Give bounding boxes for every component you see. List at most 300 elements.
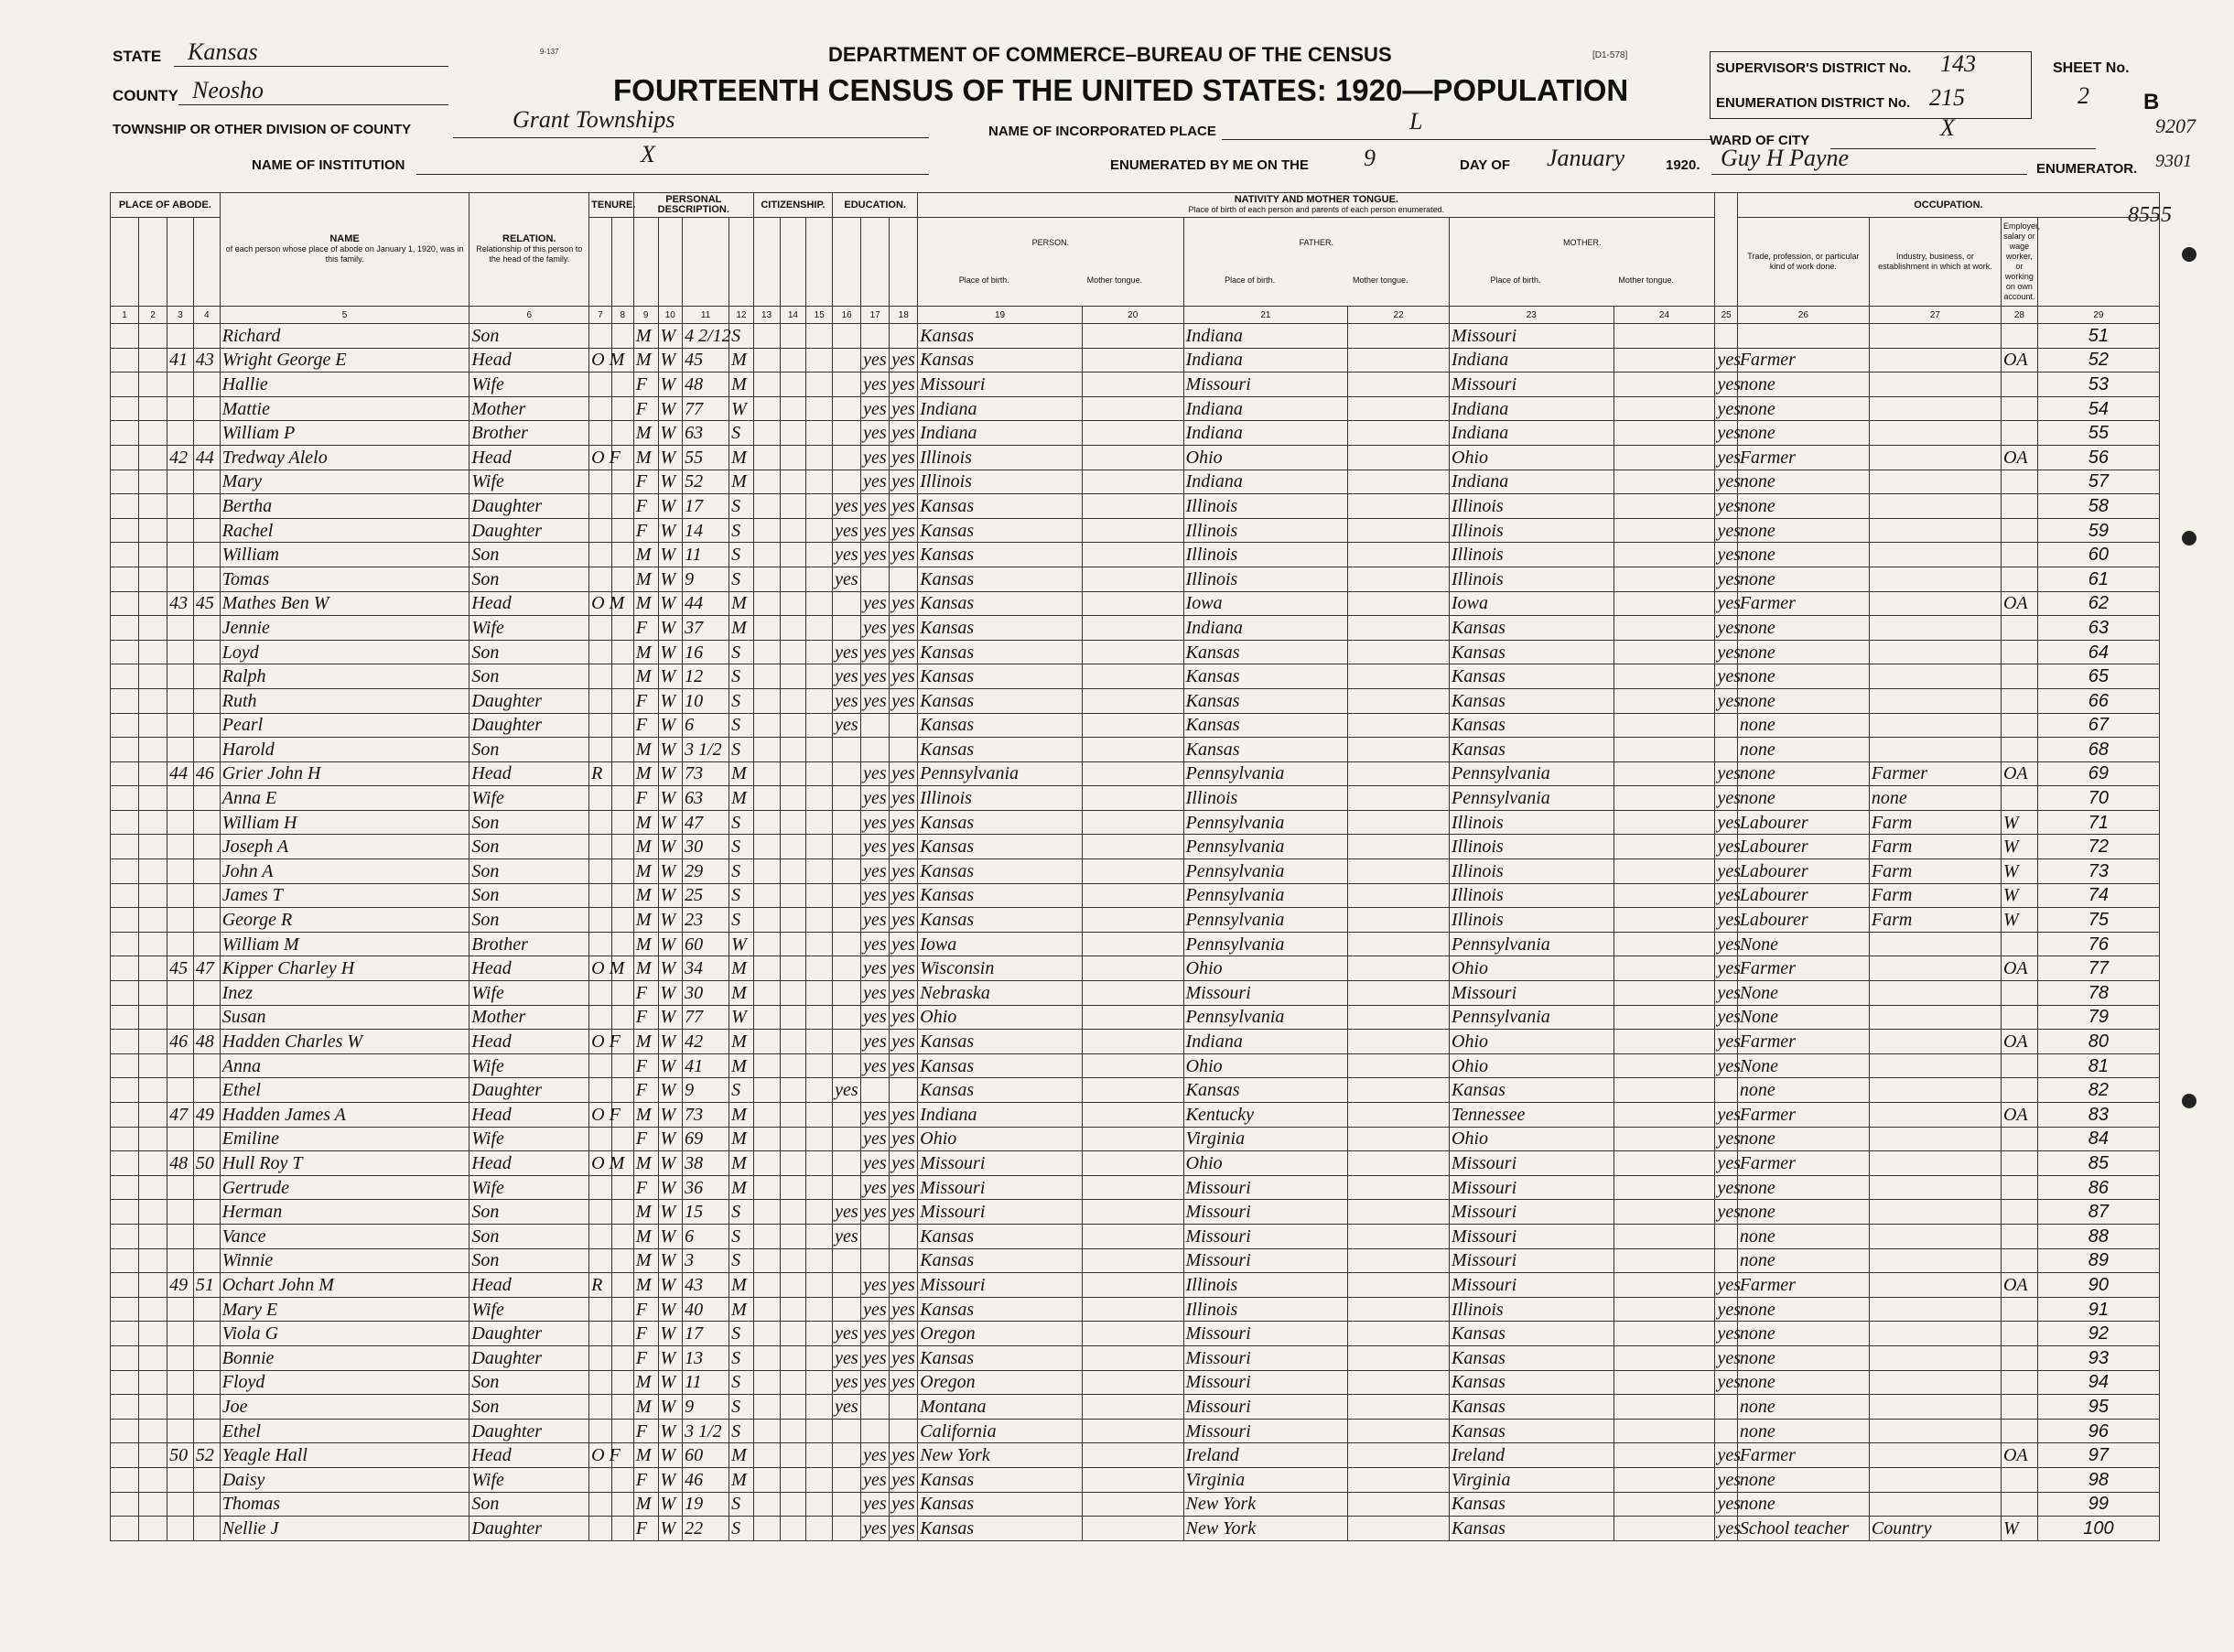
cell-naturalized	[780, 1127, 806, 1151]
cell-naturalized	[780, 373, 806, 397]
column-number: 8	[611, 307, 633, 324]
cell-dwelling: 44	[167, 761, 194, 786]
cell-school: yes	[833, 664, 861, 689]
cell-house	[139, 1345, 167, 1370]
cell-mother-tongue-mother	[1613, 664, 1715, 689]
cell-immigration	[753, 688, 780, 713]
table-row	[111, 1443, 2160, 1468]
cell-dwelling	[167, 1200, 194, 1225]
cell-father-tongue	[1348, 956, 1450, 981]
cell-employer	[2001, 738, 2037, 762]
cell-naturalization-year	[806, 470, 833, 494]
cell-read: yes	[861, 1053, 890, 1078]
cell-sex: M	[633, 421, 658, 446]
cell-sex: M	[633, 1030, 658, 1054]
cell-school	[833, 373, 861, 397]
cell-place-of-birth: Kansas	[918, 738, 1083, 762]
cell-name: Bertha	[220, 494, 469, 519]
cell-name: William M	[220, 932, 469, 956]
cell-read: yes	[861, 640, 890, 664]
cell-school	[833, 1419, 861, 1443]
col-relation-title: RELATION.	[502, 233, 556, 244]
cell-house	[139, 1492, 167, 1517]
cell-school	[833, 1492, 861, 1517]
cell-immigration	[753, 567, 780, 591]
cell-mother-place-of-birth: Kansas	[1450, 1322, 1614, 1346]
col-person-pob: Place of birth.	[958, 275, 1009, 285]
cell-dwelling	[167, 738, 194, 762]
cell-father-tongue	[1348, 640, 1450, 664]
cell-tenure	[589, 1517, 611, 1541]
cell-school	[833, 883, 861, 908]
cell-place-of-birth: Kansas	[918, 567, 1083, 591]
cell-school: yes	[833, 1224, 861, 1248]
cell-industry	[1869, 543, 2001, 567]
cell-marital: S	[729, 908, 754, 933]
cell-dwelling	[167, 640, 194, 664]
cell-industry	[1869, 1443, 2001, 1468]
cell-family: 52	[193, 1443, 220, 1468]
cell-mother-place-of-birth: Illinois	[1450, 567, 1614, 591]
cell-age: 11	[683, 543, 729, 567]
col-father-tongue: Mother tongue.	[1352, 275, 1408, 285]
cell-street	[111, 445, 139, 470]
cell-place-of-birth: Indiana	[918, 1103, 1083, 1128]
cell-relation: Son	[469, 1224, 589, 1248]
cell-occupation: none	[1737, 470, 1869, 494]
cell-line-number: 84	[2037, 1127, 2159, 1151]
cell-place-of-birth: Oregon	[918, 1322, 1083, 1346]
cell-relation: Daughter	[469, 688, 589, 713]
cell-industry	[1869, 1151, 2001, 1176]
cell-relation: Head	[469, 1273, 589, 1298]
cell-english: yes	[1715, 956, 1737, 981]
cell-marital: S	[729, 688, 754, 713]
cell-family	[193, 738, 220, 762]
cell-father-tongue	[1348, 445, 1450, 470]
cell-sex: F	[633, 981, 658, 1006]
cell-mother-place-of-birth: Kansas	[1450, 1517, 1614, 1541]
cell-mortgage	[611, 1248, 633, 1273]
cell-dwelling	[167, 664, 194, 689]
cell-immigration	[753, 1517, 780, 1541]
cell-age: 16	[683, 640, 729, 664]
cell-line-number: 97	[2037, 1443, 2159, 1468]
cell-sex: M	[633, 810, 658, 835]
col-group-personal: PERSONAL DESCRIPTION.	[633, 193, 753, 218]
cell-line-number: 58	[2037, 494, 2159, 519]
cell-english: yes	[1715, 1151, 1737, 1176]
cell-english: yes	[1715, 1322, 1737, 1346]
cell-sex: F	[633, 470, 658, 494]
cell-mother-tongue	[1082, 738, 1183, 762]
cell-mother-place-of-birth: Illinois	[1450, 835, 1614, 859]
cell-employer	[2001, 1297, 2037, 1322]
cell-english	[1715, 738, 1737, 762]
cell-age: 60	[683, 932, 729, 956]
cell-tenure	[589, 1395, 611, 1420]
cell-marital: S	[729, 810, 754, 835]
cell-race: W	[658, 543, 683, 567]
cell-tenure	[589, 616, 611, 641]
cell-father-tongue	[1348, 981, 1450, 1006]
cell-name: Hadden James A	[220, 1103, 469, 1128]
cell-father-place-of-birth: Illinois	[1183, 1273, 1348, 1298]
cell-employer	[2001, 981, 2037, 1006]
cell-industry	[1869, 1200, 2001, 1225]
cell-write: yes	[890, 1492, 918, 1517]
cell-family	[193, 1492, 220, 1517]
cell-employer	[2001, 932, 2037, 956]
cell-name: Hadden Charles W	[220, 1030, 469, 1054]
cell-relation: Head	[469, 348, 589, 373]
cell-school	[833, 1517, 861, 1541]
cell-age: 3	[683, 1248, 729, 1273]
cell-industry	[1869, 1224, 2001, 1248]
cell-race: W	[658, 908, 683, 933]
cell-english: yes	[1715, 445, 1737, 470]
cell-english	[1715, 1078, 1737, 1103]
cell-marital: S	[729, 1395, 754, 1420]
cell-dwelling	[167, 810, 194, 835]
cell-school	[833, 1030, 861, 1054]
cell-employer: OA	[2001, 1443, 2037, 1468]
cell-english: yes	[1715, 567, 1737, 591]
cell-employer: OA	[2001, 761, 2037, 786]
cell-read: yes	[861, 956, 890, 981]
cell-house	[139, 396, 167, 421]
cell-write: yes	[890, 786, 918, 811]
cell-mother-tongue-mother	[1613, 761, 1715, 786]
cell-name: Hull Roy T	[220, 1151, 469, 1176]
cell-mother-tongue-mother	[1613, 859, 1715, 884]
column-number: 23	[1450, 307, 1614, 324]
cell-occupation: Labourer	[1737, 810, 1869, 835]
cell-family	[193, 543, 220, 567]
cell-naturalized	[780, 1175, 806, 1200]
cell-mother-place-of-birth: Kansas	[1450, 1419, 1614, 1443]
cell-family: 44	[193, 445, 220, 470]
cell-employer: OA	[2001, 348, 2037, 373]
cell-naturalized	[780, 616, 806, 641]
cell-age: 10	[683, 688, 729, 713]
cell-english: yes	[1715, 1030, 1737, 1054]
cell-house	[139, 713, 167, 738]
cell-mortgage	[611, 1005, 633, 1030]
cell-house	[139, 1224, 167, 1248]
cell-marital: W	[729, 1005, 754, 1030]
cell-occupation: none	[1737, 1248, 1869, 1273]
cell-school	[833, 445, 861, 470]
cell-mortgage	[611, 567, 633, 591]
cell-place-of-birth: Illinois	[918, 470, 1083, 494]
supervisor-label: SUPERVISOR'S DISTRICT No.	[1716, 60, 1912, 76]
cell-naturalization-year	[806, 1370, 833, 1395]
col-marital	[729, 218, 754, 307]
col-immigration	[753, 218, 780, 307]
cell-naturalized	[780, 567, 806, 591]
cell-line-number: 52	[2037, 348, 2159, 373]
cell-occupation: Farmer	[1737, 1030, 1869, 1054]
cell-naturalized	[780, 1200, 806, 1225]
cell-naturalization-year	[806, 348, 833, 373]
cell-dwelling	[167, 1345, 194, 1370]
institution-value: X	[641, 141, 655, 167]
cell-industry	[1869, 518, 2001, 543]
cell-employer	[2001, 543, 2037, 567]
cell-mother-tongue	[1082, 1248, 1183, 1273]
cell-place-of-birth: Missouri	[918, 1200, 1083, 1225]
cell-family: 50	[193, 1151, 220, 1176]
cell-tenure	[589, 883, 611, 908]
cell-tenure: R	[589, 761, 611, 786]
cell-dwelling	[167, 932, 194, 956]
cell-employer	[2001, 616, 2037, 641]
cell-mother-tongue	[1082, 1151, 1183, 1176]
cell-employer	[2001, 1467, 2037, 1492]
cell-father-tongue	[1348, 835, 1450, 859]
cell-naturalized	[780, 1053, 806, 1078]
cell-sex: M	[633, 1103, 658, 1128]
cell-employer	[2001, 494, 2037, 519]
table-row	[111, 1005, 2160, 1030]
cell-occupation: none	[1737, 713, 1869, 738]
cell-place-of-birth: Kansas	[918, 908, 1083, 933]
col-mother-title: MOTHER.	[1562, 238, 1602, 247]
cell-sex: M	[633, 738, 658, 762]
cell-father-place-of-birth: Pennsylvania	[1183, 859, 1348, 884]
cell-marital: M	[729, 1151, 754, 1176]
cell-house	[139, 1297, 167, 1322]
cell-house	[139, 835, 167, 859]
column-number: 25	[1715, 307, 1737, 324]
cell-father-place-of-birth: Missouri	[1183, 1370, 1348, 1395]
cell-father-tongue	[1348, 421, 1450, 446]
cell-write: yes	[890, 1005, 918, 1030]
cell-tenure	[589, 981, 611, 1006]
cell-immigration	[753, 1345, 780, 1370]
enumerated-month: January	[1547, 145, 1625, 171]
cell-write: yes	[890, 1127, 918, 1151]
cell-race: W	[658, 1322, 683, 1346]
table-row	[111, 1322, 2160, 1346]
cell-street	[111, 883, 139, 908]
cell-read	[861, 567, 890, 591]
cell-naturalized	[780, 1030, 806, 1054]
cell-house	[139, 640, 167, 664]
cell-name: Ethel	[220, 1419, 469, 1443]
cell-immigration	[753, 908, 780, 933]
cell-place-of-birth: Nebraska	[918, 981, 1083, 1006]
cell-father-place-of-birth: Illinois	[1183, 1297, 1348, 1322]
cell-street	[111, 396, 139, 421]
enumerator-name: Guy H Payne	[1721, 145, 1850, 171]
cell-mother-tongue	[1082, 786, 1183, 811]
cell-immigration	[753, 810, 780, 835]
cell-english	[1715, 324, 1737, 349]
cell-name: Harold	[220, 738, 469, 762]
cell-street	[111, 932, 139, 956]
cell-family	[193, 908, 220, 933]
cell-read	[861, 324, 890, 349]
cell-tenure	[589, 810, 611, 835]
cell-dwelling: 49	[167, 1273, 194, 1298]
cell-relation: Daughter	[469, 1345, 589, 1370]
col-read	[861, 218, 890, 307]
institution-label: NAME OF INSTITUTION	[252, 157, 405, 173]
cell-mother-tongue-mother	[1613, 616, 1715, 641]
cell-write: yes	[890, 1443, 918, 1468]
cell-street	[111, 786, 139, 811]
cell-sex: F	[633, 1053, 658, 1078]
cell-sex: F	[633, 616, 658, 641]
cell-street	[111, 1395, 139, 1420]
cell-industry: Farm	[1869, 859, 2001, 884]
cell-mother-place-of-birth: Kansas	[1450, 738, 1614, 762]
cell-tenure: O F	[589, 445, 611, 470]
cell-sex: M	[633, 445, 658, 470]
cell-occupation: none	[1737, 1078, 1869, 1103]
cell-tenure	[589, 859, 611, 884]
cell-naturalized	[780, 908, 806, 933]
cell-industry	[1869, 1030, 2001, 1054]
cell-naturalization-year	[806, 932, 833, 956]
cell-marital: S	[729, 1248, 754, 1273]
cell-write: yes	[890, 543, 918, 567]
cell-father-place-of-birth: Missouri	[1183, 1419, 1348, 1443]
cell-write: yes	[890, 1297, 918, 1322]
cell-place-of-birth: Oregon	[918, 1370, 1083, 1395]
cell-employer: W	[2001, 859, 2037, 884]
cell-mother-tongue	[1082, 981, 1183, 1006]
table-row	[111, 981, 2160, 1006]
cell-family: 46	[193, 761, 220, 786]
incorporated-value: L	[1409, 108, 1423, 135]
cell-employer	[2001, 567, 2037, 591]
cell-employer	[2001, 421, 2037, 446]
cell-mother-tongue	[1082, 761, 1183, 786]
cell-write	[890, 738, 918, 762]
cell-mother-place-of-birth: Indiana	[1450, 421, 1614, 446]
cell-marital: S	[729, 1419, 754, 1443]
cell-naturalization-year	[806, 1345, 833, 1370]
cell-street	[111, 1467, 139, 1492]
cell-sex: F	[633, 786, 658, 811]
cell-father-place-of-birth: Missouri	[1183, 981, 1348, 1006]
cell-dwelling	[167, 1419, 194, 1443]
cell-marital: S	[729, 883, 754, 908]
cell-dwelling	[167, 396, 194, 421]
cell-industry	[1869, 421, 2001, 446]
cell-english	[1715, 1419, 1737, 1443]
cell-mortgage	[611, 981, 633, 1006]
cell-race: W	[658, 324, 683, 349]
cell-marital: M	[729, 1467, 754, 1492]
cell-industry	[1869, 616, 2001, 641]
cell-father-place-of-birth: Kentucky	[1183, 1103, 1348, 1128]
cell-house	[139, 1030, 167, 1054]
cell-occupation: Farmer	[1737, 956, 1869, 981]
cell-mother-tongue-mother	[1613, 981, 1715, 1006]
cell-marital: M	[729, 348, 754, 373]
cell-race: W	[658, 664, 683, 689]
cell-family	[193, 1395, 220, 1420]
cell-read	[861, 713, 890, 738]
cell-naturalization-year	[806, 1443, 833, 1468]
cell-mother-tongue-mother	[1613, 1395, 1715, 1420]
cell-dwelling	[167, 1175, 194, 1200]
cell-age: 3 1/2	[683, 738, 729, 762]
cell-place-of-birth: Missouri	[918, 1151, 1083, 1176]
cell-naturalization-year	[806, 1175, 833, 1200]
cell-race: W	[658, 1248, 683, 1273]
col-write	[890, 218, 918, 307]
cell-marital: S	[729, 738, 754, 762]
cell-house	[139, 324, 167, 349]
cell-line-number: 67	[2037, 713, 2159, 738]
table-row	[111, 396, 2160, 421]
cell-immigration	[753, 470, 780, 494]
cell-name: Bonnie	[220, 1345, 469, 1370]
cell-father-tongue	[1348, 1248, 1450, 1273]
cell-mortgage	[611, 1395, 633, 1420]
cell-age: 9	[683, 1395, 729, 1420]
cell-father-tongue	[1348, 883, 1450, 908]
cell-house	[139, 664, 167, 689]
table-row	[111, 956, 2160, 981]
cell-naturalization-year	[806, 1030, 833, 1054]
cell-age: 45	[683, 348, 729, 373]
cell-father-tongue	[1348, 1078, 1450, 1103]
cell-english: yes	[1715, 421, 1737, 446]
cell-occupation: none	[1737, 1297, 1869, 1322]
cell-family: 51	[193, 1273, 220, 1298]
cell-line-number: 82	[2037, 1078, 2159, 1103]
cell-naturalization-year	[806, 373, 833, 397]
cell-relation: Daughter	[469, 713, 589, 738]
col-trade: Trade, profession, or particular kind of work done.	[1737, 218, 1869, 307]
cell-employer	[2001, 470, 2037, 494]
cell-race: W	[658, 1127, 683, 1151]
cell-read: yes	[861, 1127, 890, 1151]
cell-school	[833, 859, 861, 884]
column-number: 21	[1183, 307, 1348, 324]
cell-school	[833, 738, 861, 762]
cell-name: Vance	[220, 1224, 469, 1248]
cell-father-tongue	[1348, 1297, 1450, 1322]
cell-family	[193, 1127, 220, 1151]
cell-sex: M	[633, 932, 658, 956]
cell-read: yes	[861, 981, 890, 1006]
cell-naturalized	[780, 1322, 806, 1346]
cell-naturalization-year	[806, 1005, 833, 1030]
cell-read: yes	[861, 396, 890, 421]
cell-place-of-birth: Missouri	[918, 1175, 1083, 1200]
cell-school: yes	[833, 1322, 861, 1346]
cell-line-number: 91	[2037, 1297, 2159, 1322]
cell-relation: Brother	[469, 932, 589, 956]
cell-mother-tongue-mother	[1613, 1322, 1715, 1346]
cell-mother-place-of-birth: Missouri	[1450, 373, 1614, 397]
cell-sex: M	[633, 591, 658, 616]
margin-note-2: 9301	[2155, 151, 2192, 171]
cell-school	[833, 956, 861, 981]
cell-read: yes	[861, 810, 890, 835]
cell-line-number: 83	[2037, 1103, 2159, 1128]
cell-naturalized	[780, 1395, 806, 1420]
cell-place-of-birth: Kansas	[918, 688, 1083, 713]
cell-mortgage	[611, 1297, 633, 1322]
